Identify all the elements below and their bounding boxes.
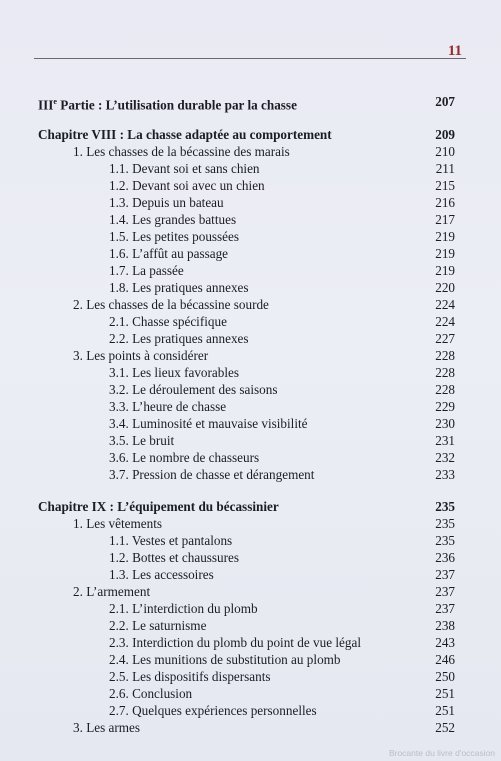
toc-entry-title: 2.2. Les pratiques annexes [109, 331, 249, 346]
toc-entry-title: Chapitre VIII : La chasse adaptée au comportement [38, 127, 332, 142]
toc-entry-title: 3.7. Pression de chasse et dérangement [109, 467, 315, 482]
toc-entry [0, 262, 501, 279]
toc-page-number: 216 [435, 195, 455, 210]
toc-entry [0, 330, 501, 347]
toc-entry [0, 245, 501, 262]
toc-page-number: 219 [435, 263, 455, 278]
toc-entry [0, 719, 501, 736]
toc-entry-title: 1.8. Les pratiques annexes [109, 280, 249, 295]
toc-entry-title: 3. Les points à considérer [73, 348, 209, 363]
toc-page-number: 236 [435, 550, 455, 565]
toc-entry-title: 1.7. La passée [109, 263, 184, 278]
toc-entry [0, 194, 501, 211]
toc-page-number: 237 [435, 567, 455, 582]
toc-page-number: 228 [435, 348, 455, 363]
toc-entry [0, 160, 501, 177]
toc-page-number: 219 [435, 246, 455, 261]
toc-entry [0, 466, 501, 483]
toc-entry-title: 1.5. Les petites poussées [109, 229, 240, 244]
toc-part-number: III [38, 97, 54, 113]
toc-entry-title: 2.7. Quelques expériences personnelles [109, 703, 317, 718]
toc-page-number: 232 [435, 450, 455, 465]
toc-entry [0, 398, 501, 415]
toc-part-superscript: e [53, 97, 57, 106]
toc-entry-title: 1. Les chasses de la bécassine des marais [73, 144, 290, 159]
toc-entry [0, 702, 501, 719]
toc-entry-title: 2. L’armement [73, 584, 151, 599]
toc-entry-title: 3. Les armes [73, 720, 141, 735]
toc-entry [0, 617, 501, 634]
toc-entry [0, 432, 501, 449]
toc-entry-title: 2. Les chasses de la bécassine sourde [73, 297, 269, 312]
toc-entry [0, 228, 501, 245]
toc-page-number: 235 [435, 499, 455, 514]
toc-entry-title: 2.1. Chasse spécifique [109, 314, 227, 329]
toc-entry-title: 3.6. Le nombre de chasseurs [109, 450, 260, 465]
toc-entry-title: 2.6. Conclusion [109, 686, 193, 701]
toc-entry [0, 126, 501, 143]
toc-entry [0, 143, 501, 160]
toc-page-number: 217 [435, 212, 455, 227]
toc-entry [0, 583, 501, 600]
toc-page-number: 229 [435, 399, 455, 414]
toc-page-number: 235 [435, 516, 455, 531]
toc-entry-title: 3.5. Le bruit [109, 433, 175, 448]
toc-entry [0, 668, 501, 685]
toc-page-number: 220 [435, 280, 455, 295]
toc-page-number: 251 [435, 686, 455, 701]
toc-page-number: 246 [435, 652, 455, 667]
toc-entry-title: 3.2. Le déroulement des saisons [109, 382, 278, 397]
page-number: 11 [447, 43, 462, 59]
toc-page-number: 228 [435, 365, 455, 380]
toc-entry [0, 364, 501, 381]
watermark: Brocante du livre d'occasion [388, 748, 495, 758]
toc-entry-title: 3.3. L’heure de chasse [109, 399, 227, 414]
toc-entry [0, 381, 501, 398]
header-rule [34, 58, 466, 59]
toc-entry [0, 634, 501, 651]
toc-page-number: 224 [435, 314, 455, 329]
toc-entry-title: 1.1. Vestes et pantalons [109, 533, 233, 548]
toc-entry [0, 93, 501, 113]
toc-page-number: 243 [435, 635, 455, 650]
toc-page-number: 238 [435, 618, 455, 633]
toc-entry [0, 566, 501, 583]
toc-entry-title: Chapitre IX : L’équipement du bécassinier [38, 499, 279, 514]
toc-entry [0, 313, 501, 330]
toc-entry-title [38, 93, 297, 113]
toc-entry [0, 549, 501, 566]
toc-page-number: 233 [435, 467, 455, 482]
toc-entry [0, 532, 501, 549]
toc-entry [0, 498, 501, 515]
toc-page-number: 237 [435, 584, 455, 599]
toc-entry [0, 415, 501, 432]
toc-entry-title: 1. Les vêtements [73, 516, 162, 531]
toc-page-number: 252 [435, 720, 455, 735]
toc-page-number: 209 [435, 127, 455, 142]
toc-page-number: 231 [435, 433, 455, 448]
toc-entry-title: 1.2. Devant soi avec un chien [109, 178, 265, 193]
toc-entry [0, 211, 501, 228]
toc-entry [0, 347, 501, 364]
toc-page-number: 219 [435, 229, 455, 244]
toc-part-title: Partie : L’utilisation durable par la chasse [56, 97, 297, 113]
toc-entry [0, 177, 501, 194]
toc-entry-title: 1.3. Les accessoires [109, 567, 214, 582]
toc-page-number: 251 [435, 703, 455, 718]
toc-entry [0, 296, 501, 313]
toc-page-number: 207 [435, 94, 455, 109]
toc-entry-title: 1.1. Devant soi et sans chien [109, 161, 260, 176]
toc-entry-title: 2.4. Les munitions de substitution au plomb [109, 652, 341, 667]
toc-entry-title: 2.1. L’interdiction du plomb [109, 601, 258, 616]
toc-page-number: 215 [435, 178, 455, 193]
toc-entry-title: 2.5. Les dispositifs dispersants [109, 669, 271, 684]
toc-entry-title: 1.4. Les grandes battues [109, 212, 237, 227]
toc-page-number: 227 [435, 331, 455, 346]
toc-entry [0, 685, 501, 702]
toc-entry-title: 2.3. Interdiction du plomb du point de vue légal [109, 635, 361, 650]
toc-page-number: 211 [435, 161, 455, 176]
toc-page-number: 237 [435, 601, 455, 616]
toc-page-number: 250 [435, 669, 455, 684]
toc-page-number: 230 [435, 416, 455, 431]
toc-entry [0, 600, 501, 617]
toc-page-number: 210 [435, 144, 455, 159]
toc-entry [0, 449, 501, 466]
toc-entry-title: 1.2. Bottes et chaussures [109, 550, 240, 565]
toc-entry [0, 651, 501, 668]
toc-page-number: 228 [435, 382, 455, 397]
toc-entry-title: 3.1. Les lieux favorables [109, 365, 240, 380]
toc-entry-title: 3.4. Luminosité et mauvaise visibilité [109, 416, 308, 431]
toc-page-number: 235 [435, 533, 455, 548]
toc-entry-title: 1.3. Depuis un bateau [109, 195, 224, 210]
toc-page-number: 224 [435, 297, 455, 312]
toc-entry-title: 1.6. L’affût au passage [109, 246, 229, 261]
toc-entry [0, 279, 501, 296]
toc-entry [0, 515, 501, 532]
toc-entry-title: 2.2. Le saturnisme [109, 618, 207, 633]
